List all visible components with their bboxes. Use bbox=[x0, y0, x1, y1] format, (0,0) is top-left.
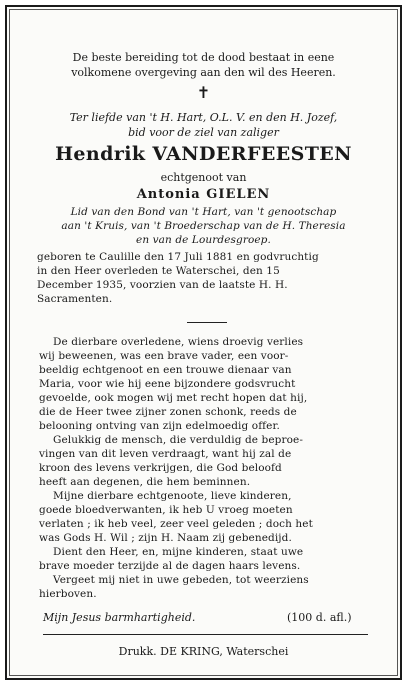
eulogy-line: verlaten ; ik heb veel, zeer veel geleden ; doch het bbox=[39, 518, 313, 530]
spouse-name: Antonia GIELEN bbox=[136, 187, 271, 202]
printer: Drukk. DE KRING, Waterschei bbox=[118, 645, 289, 658]
spouse-intro: echtgenoot van bbox=[160, 171, 247, 184]
eulogy-line: die de Heer twee zijner zonen schonk, reeds de bbox=[39, 406, 297, 418]
eulogy-line: hierboven. bbox=[39, 588, 97, 600]
prayer: Mijn Jesus barmhartigheid. bbox=[43, 611, 196, 624]
memorial-card bbox=[5, 5, 402, 680]
deceased-name: Hendrik VANDERFEESTEN bbox=[55, 143, 352, 165]
membership-line-2: aan 't Kruis, van 't Broederschap van de H. Theresia bbox=[61, 220, 346, 232]
footer-divider bbox=[43, 634, 368, 635]
life-facts-line-2: in den Heer overleden te Waterschei, den 15 bbox=[37, 265, 280, 277]
eulogy-line: Gelukkig de mensch, die verduldig de beproe- bbox=[53, 434, 303, 446]
membership-line-3: en van de Lourdesgroep. bbox=[136, 234, 271, 246]
eulogy-line: Vergeet mij niet in uwe gebeden, tot weerziens bbox=[53, 574, 309, 586]
eulogy-line: goede bloedverwanten, ik heb U vroeg moeten bbox=[39, 504, 293, 516]
membership-line-1: Lid van den Bond van 't Hart, van 't genootschap bbox=[70, 206, 337, 218]
eulogy-line: was Gods H. Wil ; zijn H. Naam zij gebenedijd. bbox=[39, 532, 292, 544]
eulogy-line: belooning ontving van zijn edelmoedig offer. bbox=[39, 420, 280, 432]
life-facts-line-3: December 1935, voorzien van de laatste H. H. bbox=[37, 279, 288, 291]
divider bbox=[187, 322, 227, 323]
eulogy-line: brave moeder terzijde al de dagen haars levens. bbox=[39, 560, 301, 572]
eulogy-line: heeft aan degenen, die hem beminnen. bbox=[39, 476, 251, 488]
eulogy-line: Dient den Heer, en, mijne kinderen, staat uwe bbox=[53, 546, 304, 558]
eulogy-line: beeldig echtgenoot en een trouwe dienaar van bbox=[39, 364, 292, 376]
eulogy-line: Maria, voor wie hij eene bijzondere godsvrucht bbox=[39, 378, 296, 390]
life-facts-line-4: Sacramenten. bbox=[37, 293, 113, 305]
eulogy-line: wij beweenen, was een brave vader, een voor- bbox=[39, 350, 289, 362]
quote-line-2: volkomene overgeving aan den wil des Heeren. bbox=[71, 66, 336, 79]
dedication-line-2: bid voor de ziel van zaliger bbox=[128, 126, 279, 139]
eulogy-line: gevoelde, ook mogen wij met recht hopen dat hij, bbox=[39, 392, 308, 404]
dedication-line-1: Ter liefde van 't H. Hart, O.L. V. en den H. Jozef, bbox=[69, 111, 338, 124]
quote-line-1: De beste bereiding tot de dood bestaat in eene bbox=[72, 51, 335, 64]
indulgence: (100 d. afl.) bbox=[287, 611, 352, 624]
eulogy-line: kroon des levens verkrijgen, die God beloofd bbox=[39, 462, 282, 474]
eulogy-line: De dierbare overledene, wiens droevig verlies bbox=[53, 336, 304, 348]
eulogy-line: Mijne dierbare echtgenoote, lieve kinderen, bbox=[53, 490, 292, 502]
life-facts-line-1: geboren te Caulille den 17 Juli 1881 en godvruchtig bbox=[37, 251, 319, 263]
cross-icon: ✝ bbox=[196, 83, 211, 102]
eulogy-line: vingen van dit leven verdraagt, want hij zal de bbox=[39, 448, 292, 460]
